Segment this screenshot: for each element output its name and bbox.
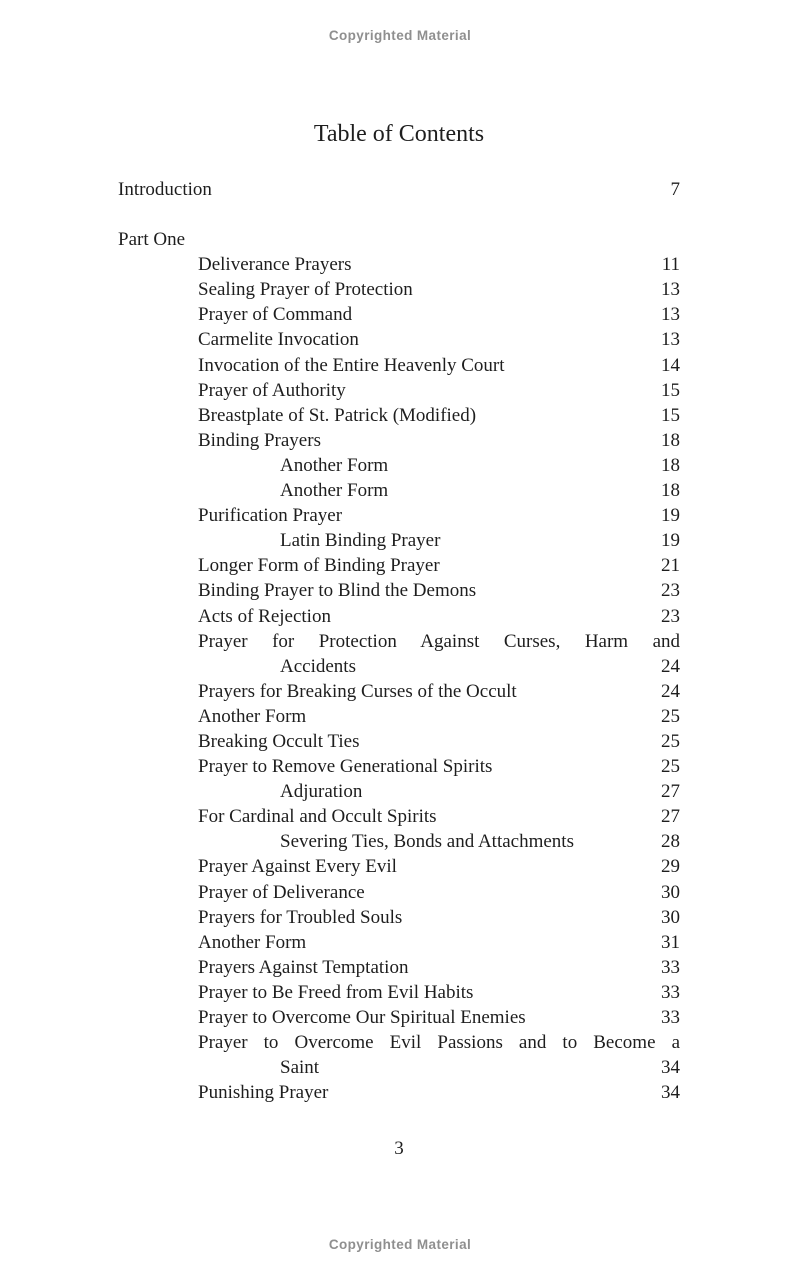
- toc-entry-page: 15: [661, 379, 680, 401]
- toc-entry-label: Prayer to Remove Generational Spirits: [198, 756, 493, 778]
- toc-entry-page: 31: [661, 931, 680, 953]
- toc-entry-label: Prayer Against Every Evil: [198, 856, 397, 878]
- copyright-watermark-top: Copyrighted Material: [328, 28, 472, 43]
- toc-entry-page: 23: [661, 580, 680, 602]
- toc: [118, 177, 680, 1105]
- toc-entry: [118, 679, 680, 704]
- toc-entry: [118, 729, 680, 754]
- toc-entry-page: 19: [661, 505, 680, 527]
- toc-entry-label: Prayer of Command: [198, 304, 353, 326]
- toc-entry-page: 13: [661, 329, 680, 351]
- toc-entry-label: Deliverance Prayers: [198, 254, 352, 276]
- toc-entry-page: 11: [661, 254, 680, 276]
- toc-entry-page: 34: [661, 1057, 680, 1079]
- toc-entry-label: For Cardinal and Occult Spirits: [198, 806, 437, 828]
- toc-entry: [118, 528, 680, 553]
- toc-entry-page: 25: [661, 756, 680, 778]
- toc-entry-label: Breastplate of St. Patrick (Modified): [198, 404, 477, 426]
- toc-entry-label: Prayer of Authority: [198, 379, 346, 401]
- toc-entry-wrapped-line1: Prayer to Overcome Evil Passions and to Become a: [198, 1032, 680, 1054]
- toc-entry-wrapped-line2: [118, 654, 680, 679]
- toc-entry: [118, 779, 680, 804]
- toc-entry-label: Prayer to Overcome Our Spiritual Enemies: [198, 1007, 526, 1028]
- toc-entry-label: Introduction: [118, 179, 212, 200]
- toc-entry-label: Purification Prayer: [198, 505, 343, 527]
- toc-entry: [118, 880, 680, 905]
- toc-entry: [118, 403, 680, 428]
- toc-entry: [118, 378, 680, 403]
- toc-entry-page: 27: [661, 806, 680, 828]
- toc-entry-label: Accidents: [280, 655, 356, 677]
- copyright-watermark-bottom: Copyrighted Material: [328, 1237, 472, 1252]
- toc-entry-label: Prayer to Be Freed from Evil Habits: [198, 981, 474, 1003]
- toc-entry-label: Part One: [118, 229, 186, 251]
- toc-entry-label: Prayer of Deliverance: [198, 881, 365, 903]
- toc-entry-page: 19: [661, 530, 680, 552]
- toc-entry-page: 18: [661, 429, 680, 451]
- toc-part-heading: [118, 227, 680, 252]
- toc-entry-page: 33: [661, 1007, 680, 1028]
- toc-entry-page: 29: [661, 856, 680, 878]
- toc-entry: [118, 604, 680, 629]
- toc-entry-page: 30: [661, 881, 680, 903]
- toc-entry-label: Another Form: [198, 931, 307, 953]
- toc-entry: [118, 955, 680, 980]
- toc-entry-label: Carmelite Invocation: [198, 329, 359, 351]
- toc-entry-wrapped-line1: Prayer for Protection Against Curses, Harm and: [198, 630, 680, 652]
- toc-entry-page: 25: [661, 730, 680, 752]
- toc-entry-introduction: [118, 177, 680, 202]
- toc-entry: [118, 277, 680, 302]
- toc-entry: [118, 428, 680, 453]
- toc-entry: [118, 478, 680, 503]
- toc-entry-page: 33: [661, 956, 680, 978]
- toc-entry-label: Binding Prayers: [198, 429, 321, 451]
- toc-entry: [118, 905, 680, 930]
- toc-entry-label: Adjuration: [280, 781, 363, 803]
- toc-entry-page: 33: [661, 981, 680, 1003]
- toc-entry-wrapped-line2: [118, 1055, 680, 1080]
- toc-entry: [118, 302, 680, 327]
- toc-entry-label: Latin Binding Prayer: [280, 530, 441, 552]
- toc-entry-page: 27: [661, 781, 680, 803]
- toc-entry-label: Prayers Against Temptation: [198, 956, 409, 978]
- toc-entry-page: 7: [670, 179, 680, 200]
- toc-entry-label: Acts of Rejection: [198, 605, 331, 627]
- toc-entry-label: Prayers for Breaking Curses of the Occult: [198, 680, 517, 702]
- toc-entry-label: Longer Form of Binding Prayer: [198, 555, 440, 577]
- toc-entry-label: Another Form: [280, 454, 389, 476]
- toc-entry: [118, 553, 680, 578]
- toc-entry-page: 30: [661, 906, 680, 928]
- toc-entry-label: Sealing Prayer of Protection: [198, 279, 413, 301]
- toc-entry: [118, 854, 680, 879]
- page-number: 3: [394, 1138, 404, 1160]
- toc-entry-page: 25: [661, 705, 680, 727]
- toc-entry-page: 28: [661, 831, 680, 853]
- toc-entry-label: Another Form: [280, 480, 389, 502]
- toc-entry-page: 34: [661, 1082, 680, 1104]
- toc-entry-page: 24: [661, 655, 680, 677]
- toc-entry-page: 13: [661, 279, 680, 301]
- toc-entry-label: Punishing Prayer: [198, 1082, 329, 1104]
- toc-entry-label: Prayers for Troubled Souls: [198, 906, 403, 928]
- toc-entry-label: Breaking Occult Ties: [198, 730, 360, 752]
- toc-entry: [118, 1080, 680, 1105]
- toc-entry-page: 18: [661, 454, 680, 476]
- toc-entry-page: 23: [661, 605, 680, 627]
- toc-entry: [118, 930, 680, 955]
- toc-entry: [118, 829, 680, 854]
- toc-entry: [118, 804, 680, 829]
- page-content: [118, 0, 680, 1161]
- toc-entry: [118, 503, 680, 528]
- toc-entry-label: Invocation of the Entire Heavenly Court: [198, 354, 505, 376]
- toc-entry-page: 14: [661, 354, 680, 376]
- toc-entry-page: 18: [661, 480, 680, 502]
- toc-entry-label: Binding Prayer to Blind the Demons: [198, 580, 477, 602]
- toc-entry: [118, 353, 680, 378]
- toc-entry: [118, 453, 680, 478]
- toc-entry: [118, 578, 680, 603]
- toc-entry-label: Another Form: [198, 705, 307, 727]
- toc-entry-page: 15: [661, 404, 680, 426]
- toc-entry: [118, 754, 680, 779]
- toc-entry: [118, 1005, 680, 1030]
- toc-entry: [118, 327, 680, 352]
- toc-entry-page: 13: [661, 304, 680, 326]
- page-title: Table of Contents: [313, 121, 485, 147]
- toc-entry-page: 24: [661, 680, 680, 702]
- toc-entry: [118, 704, 680, 729]
- toc-entry-label: Severing Ties, Bonds and Attachments: [280, 831, 574, 853]
- toc-entry: [118, 980, 680, 1005]
- toc-entry-label: Saint: [280, 1057, 320, 1079]
- toc-entry-page: 21: [661, 555, 680, 577]
- toc-entry: [118, 252, 680, 277]
